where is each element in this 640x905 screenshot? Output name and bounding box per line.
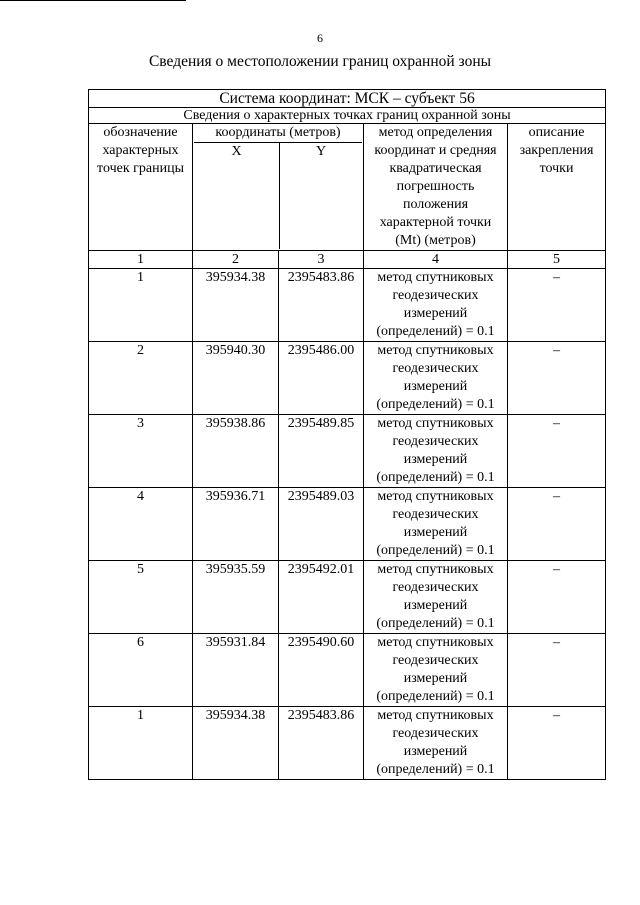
method-cell: метод спутниковых геодезических измерений (определений) = 0.1 (364, 342, 508, 415)
table-row (89, 707, 606, 780)
column-number: 1 (89, 251, 193, 269)
header-method: метод определения координат и средняя квадратическая погрешность положения характерной точки (Mt) (метров) (364, 124, 508, 251)
column-number-row (89, 251, 606, 269)
method-cell: метод спутниковых геодезических измерений (определений) = 0.1 (364, 415, 508, 488)
table-row (89, 561, 606, 634)
coordinate-system-row (89, 90, 606, 108)
table-row (89, 415, 606, 488)
point-designation: 6 (89, 634, 193, 707)
method-cell: метод спутниковых геодезических измерений (определений) = 0.1 (364, 269, 508, 342)
x-coordinate: 395931.84 (193, 634, 279, 707)
method-cell: метод спутниковых геодезических измерений (определений) = 0.1 (364, 488, 508, 561)
y-coordinate: 2395486.00 (279, 342, 364, 415)
x-coordinate: 395934.38 (193, 707, 279, 780)
fixing-description: – (508, 707, 606, 780)
fixing-description: – (508, 342, 606, 415)
fixing-description: – (508, 269, 606, 342)
point-designation: 3 (89, 415, 193, 488)
point-designation: 4 (89, 488, 193, 561)
x-coordinate: 395940.30 (193, 342, 279, 415)
y-coordinate: 2395489.03 (279, 488, 364, 561)
header-row (89, 124, 606, 251)
method-cell: метод спутниковых геодезических измерений (определений) = 0.1 (364, 634, 508, 707)
column-number: 3 (279, 251, 364, 269)
y-coordinate: 2395483.86 (279, 269, 364, 342)
table-row (89, 488, 606, 561)
coordinate-system: Система координат: МСК – субъект 56 (89, 90, 606, 108)
point-designation: 5 (89, 561, 193, 634)
table-row (89, 342, 606, 415)
x-coordinate: 395935.59 (193, 561, 279, 634)
point-designation: 1 (89, 707, 193, 780)
y-coordinate: 2395483.86 (279, 707, 364, 780)
table-row (89, 634, 606, 707)
section-title-row (89, 108, 606, 124)
column-number: 4 (364, 251, 508, 269)
x-coordinate: 395938.86 (193, 415, 279, 488)
header-y: Y (315, 144, 327, 159)
header-coordinates (193, 124, 364, 251)
point-designation: 2 (89, 342, 193, 415)
y-coordinate: 2395490.60 (279, 634, 364, 707)
corner-rule (0, 0, 186, 1)
fixing-description: – (508, 634, 606, 707)
header-point-designation: обозначение характерных точек границы (89, 124, 193, 251)
header-coordinates-label: координаты (метров) (215, 125, 341, 140)
y-coordinate: 2395492.01 (279, 561, 364, 634)
x-coordinate: 395934.38 (193, 269, 279, 342)
table-row (89, 269, 606, 342)
fixing-description: – (508, 488, 606, 561)
column-number: 5 (508, 251, 606, 269)
section-title: Сведения о характерных точках границ охранной зоны (89, 108, 606, 124)
y-coordinate: 2395489.85 (279, 415, 364, 488)
document-title: Сведения о местоположении границ охранной зоны (148, 53, 492, 70)
coordinates-table (88, 89, 606, 780)
header-x: X (194, 143, 280, 249)
fixing-description: – (508, 561, 606, 634)
method-cell: метод спутниковых геодезических измерений (определений) = 0.1 (364, 561, 508, 634)
page-number: 6 (317, 31, 323, 45)
x-coordinate: 395936.71 (193, 488, 279, 561)
column-number: 2 (193, 251, 279, 269)
method-cell: метод спутниковых геодезических измерений (определений) = 0.1 (364, 707, 508, 780)
point-designation: 1 (89, 269, 193, 342)
fixing-description: – (508, 415, 606, 488)
header-xy (194, 142, 362, 249)
header-fixing: описание закрепления точки (508, 124, 606, 251)
